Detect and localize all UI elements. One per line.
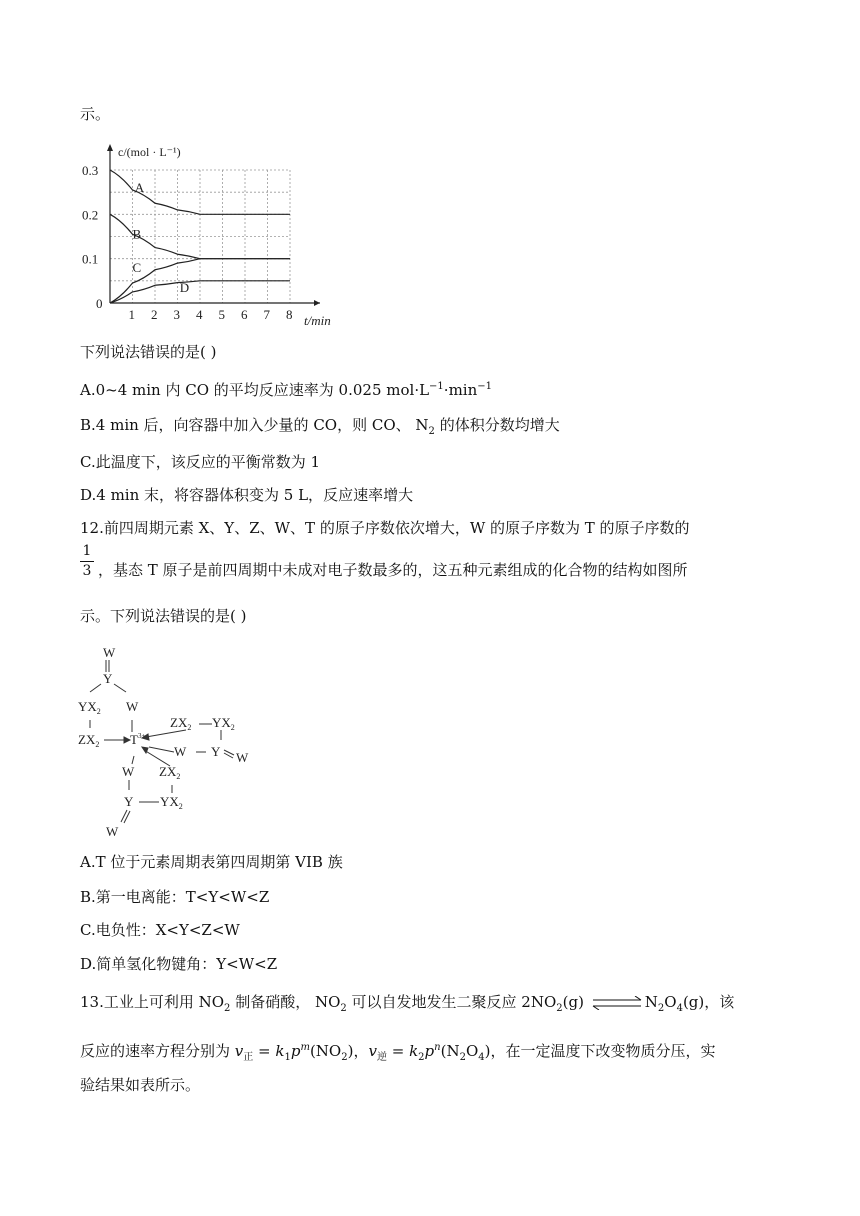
atom-y-right: Y bbox=[211, 744, 221, 759]
series-label-D: D bbox=[179, 279, 190, 295]
atom-y-top: Y bbox=[103, 671, 113, 686]
atom-w-right-end: W bbox=[236, 750, 249, 765]
complex-structure-diagram bbox=[74, 640, 274, 840]
atom-y-lower: Y bbox=[124, 794, 134, 809]
group-yx2-left: $YX_2$ bbox=[78, 699, 101, 716]
series-label-B: B bbox=[132, 226, 142, 242]
x-tick-label: 2 bbox=[151, 307, 158, 322]
series-label-C: C bbox=[132, 259, 142, 275]
fraction-one-third: 1 3 bbox=[80, 543, 94, 580]
atom-w-top: W bbox=[103, 645, 116, 660]
q13-stem-line2: 反应的速率方程分别为 $v_正 = k_1p^m(NO_2)$，$v_逆 = k_2p^n(N_2O_4)$，在一定温度下改变物质分压，实 bbox=[80, 1042, 716, 1063]
x-tick-label: 3 bbox=[173, 307, 180, 322]
text-line: 示。 bbox=[80, 105, 111, 123]
group-yx2-right: $YX_2$ bbox=[212, 715, 235, 732]
x-tick-label: 1 bbox=[128, 307, 135, 322]
concentration-time-graph bbox=[80, 140, 340, 330]
atom-w-bottom: W bbox=[106, 824, 119, 839]
y-axis-label: c/(mol · L⁻¹) bbox=[118, 145, 181, 159]
q11-option-c: C.此温度下，该反应的平衡常数为 1 bbox=[80, 453, 321, 471]
y-tick-label: 0.3 bbox=[82, 163, 99, 178]
group-zx2-left: $ZX_2$ bbox=[78, 732, 100, 749]
y-tick-label: 0 bbox=[96, 296, 103, 311]
q11-stem: 下列说法错误的是( ) bbox=[80, 343, 217, 361]
atom-w-left-upper: W bbox=[126, 699, 139, 714]
q12-option-a: A.T 位于元素周期表第四周期第 VIB 族 bbox=[80, 853, 343, 871]
q12-stem-line1: 12.前四周期元素 X、Y、Z、W、T 的原子序数依次增大，W 的原子序数为 T 的原子序数的 bbox=[80, 519, 690, 537]
atom-w-lower: W bbox=[122, 764, 135, 779]
q11-option-b: B.4 min 后，向容器中加入少量的 CO，则 CO、 $N_2$ 的体积分数均增大 bbox=[80, 416, 560, 437]
q13-stem-line1: 13.工业上可利用 $NO_2$ 制备硝酸， $NO_2$ 可以自发地发生二聚反应 $2NO_2(g)$ $N_2O_4(g)$，该 bbox=[80, 993, 735, 1014]
q11-option-d: D.4 min 末，将容器体积变为 5 L，反应速率增大 bbox=[80, 486, 414, 504]
x-axis-label: t/min bbox=[304, 313, 331, 328]
group-zx2-right: $ZX_2$ bbox=[170, 715, 192, 732]
x-axis-arrow-icon bbox=[314, 300, 320, 306]
x-tick-label: 6 bbox=[241, 307, 248, 322]
x-tick-label: 4 bbox=[196, 307, 203, 322]
group-zx2-lower: $ZX_2$ bbox=[159, 764, 181, 781]
x-tick-label: 8 bbox=[286, 307, 293, 322]
x-tick-label: 7 bbox=[263, 307, 270, 322]
y-tick-label: 0.1 bbox=[82, 251, 99, 267]
y-tick-label: 0.2 bbox=[82, 207, 99, 223]
q12-stem-line2: ，基态 T 原子是前四周期中未成对电子数最多的，这五种元素组成的化合物的结构如图所 bbox=[98, 561, 688, 579]
series-label-A: A bbox=[134, 180, 145, 196]
q12-stem-line3: 示。下列说法错误的是( ) bbox=[80, 607, 247, 625]
atom-t: $T^{3+}$ bbox=[130, 732, 146, 747]
atom-w-right: W bbox=[174, 744, 187, 759]
x-tick-label: 5 bbox=[218, 307, 225, 322]
q12-option-c: C.电负性：X<Y<Z<W bbox=[80, 921, 240, 939]
group-yx2-lower: $YX_2$ bbox=[160, 794, 183, 811]
q13-stem-line3: 验结果如表所示。 bbox=[80, 1076, 201, 1094]
q12-option-d: D.简单氢化物键角：Y<W<Z bbox=[80, 955, 278, 973]
q12-option-b: B.第一电离能：T<Y<W<Z bbox=[80, 888, 270, 906]
y-axis-arrow-icon bbox=[107, 144, 113, 151]
equilibrium-arrow-icon bbox=[591, 996, 643, 1010]
q11-option-a: A.0~4 min 内 CO 的平均反应速率为 0.025 $mol\cdot L^{-1}\cdot\min^{-1}$ bbox=[80, 381, 492, 399]
